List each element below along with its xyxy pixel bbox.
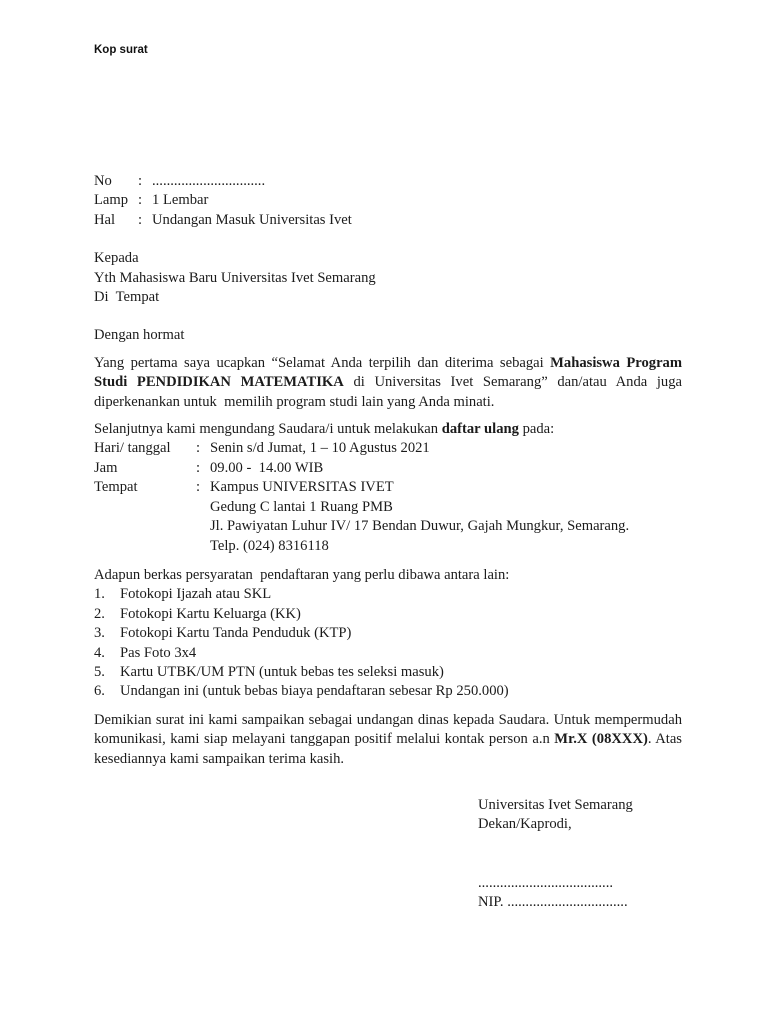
reference-value: 1 Lembar [152, 192, 209, 209]
requirement-item [94, 624, 682, 643]
schedule-separator: : [196, 440, 201, 457]
opening-paragraph-text: di Universitas Ivet Semarang” dan/atau Anda juga diperkenankan untuk memilih program studi lain yang Anda minati. [94, 374, 686, 410]
invitation-bold: daftar ulang [441, 421, 519, 438]
reference-row-hal [94, 211, 682, 230]
reference-value: Undangan Masuk Universitas Ivet [152, 211, 352, 228]
schedule-value: Senin s/d Jumat, 1 – 10 Agustus 2021 [210, 440, 430, 457]
requirement-text: Kartu UTBK/UM PTN (untuk bebas tes seleksi masuk) [120, 663, 444, 680]
schedule-label: Hari/ tanggal [94, 440, 171, 457]
requirement-number: 6. [94, 683, 105, 700]
closing-paragraph-text: Demikian surat ini kami sampaikan sebagai undangan dinas kepada Saudara. Untuk mempermudah komunikasi, kami siap melayani tanggapan positif melalui kontak person a.n [94, 711, 686, 748]
signature-nip-line: NIP. ................................. [478, 894, 628, 911]
schedule-row-place [94, 478, 682, 556]
reference-label: Hal [94, 211, 116, 228]
recipient-kepada: Kepada [94, 250, 139, 267]
requirement-text: Fotokopi Kartu Tanda Penduduk (KTP) [120, 625, 352, 642]
requirement-item [94, 585, 682, 604]
reference-separator: : [138, 192, 143, 209]
opening-paragraph [94, 354, 686, 412]
schedule-row-time [94, 459, 682, 478]
reference-label: No [94, 173, 112, 189]
schedule-place-line: Jl. Pawiyatan Luhur IV/ 17 Bendan Duwur, Gajah Mungkur, Semarang. [210, 518, 630, 535]
schedule-label: Tempat [94, 479, 138, 496]
reference-separator: : [138, 173, 143, 189]
recipient-block [94, 249, 682, 307]
schedule-label: Jam [94, 459, 118, 476]
schedule-place-line: Telp. (024) 8316118 [210, 537, 329, 554]
requirement-number: 1. [94, 586, 105, 603]
requirements-block [94, 566, 682, 702]
schedule-row-day [94, 439, 682, 458]
schedule-separator: : [196, 459, 201, 476]
signature-role: Dekan/Kaprodi, [478, 816, 572, 833]
requirement-item [94, 663, 682, 682]
recipient-place: Di Tempat [94, 289, 160, 306]
signature-block [478, 796, 633, 913]
invitation-text: pada: [518, 421, 555, 438]
requirement-number: 5. [94, 663, 105, 680]
requirement-text: Fotokopi Ijazah atau SKL [120, 586, 272, 603]
schedule-block [94, 439, 682, 555]
invitation-text: Selanjutnya kami mengundang Saudara/i untuk melakukan [94, 421, 442, 438]
requirement-text: Pas Foto 3x4 [120, 644, 197, 661]
requirement-text: Undangan ini (untuk bebas biaya pendaftaran sebesar Rp 250.000) [120, 683, 509, 700]
opening-paragraph-bold: Mahasiswa Program Studi PENDIDIKAN MATEMATIKA [94, 354, 686, 391]
letterhead-label: Kop surat [94, 44, 148, 56]
signature-organization: Universitas Ivet Semarang [478, 797, 633, 813]
reference-block [94, 172, 682, 230]
recipient-name: Yth Mahasiswa Baru Universitas Ivet Semarang [94, 269, 376, 286]
closing-paragraph-bold: Mr.X (08XXX) [554, 731, 648, 748]
reference-value: ............................... [152, 173, 266, 189]
reference-separator: : [138, 211, 143, 228]
letter-body [94, 172, 686, 769]
requirement-item [94, 644, 682, 663]
closing-paragraph-text: . Atas kesediannya kami sampaikan terima kasih. [94, 731, 686, 767]
requirement-item [94, 605, 682, 624]
reference-row-no [94, 172, 682, 191]
schedule-separator: : [196, 479, 201, 496]
invitation-line [94, 420, 682, 439]
schedule-value: 09.00 - 14.00 WIB [210, 459, 324, 476]
requirement-text: Fotokopi Kartu Keluarga (KK) [120, 605, 301, 622]
salutation: Dengan hormat [94, 327, 185, 344]
schedule-place-line: Gedung C lantai 1 Ruang PMB [210, 498, 393, 515]
reference-label: Lamp [94, 192, 129, 209]
requirement-number: 2. [94, 605, 105, 622]
requirements-intro: Adapun berkas persyaratan pendaftaran yang perlu dibawa antara lain: [94, 566, 510, 583]
signature-line: ..................................... [478, 874, 613, 891]
closing-paragraph [94, 711, 686, 769]
requirement-number: 3. [94, 625, 105, 642]
schedule-place-line: Kampus UNIVERSITAS IVET [210, 479, 394, 496]
requirement-item [94, 682, 682, 701]
reference-row-lamp [94, 191, 682, 210]
requirement-number: 4. [94, 644, 105, 661]
schedule-value-lines [210, 478, 682, 556]
opening-paragraph-text: Yang pertama saya ucapkan “Selamat Anda terpilih dan diterima sebagai [94, 354, 551, 371]
